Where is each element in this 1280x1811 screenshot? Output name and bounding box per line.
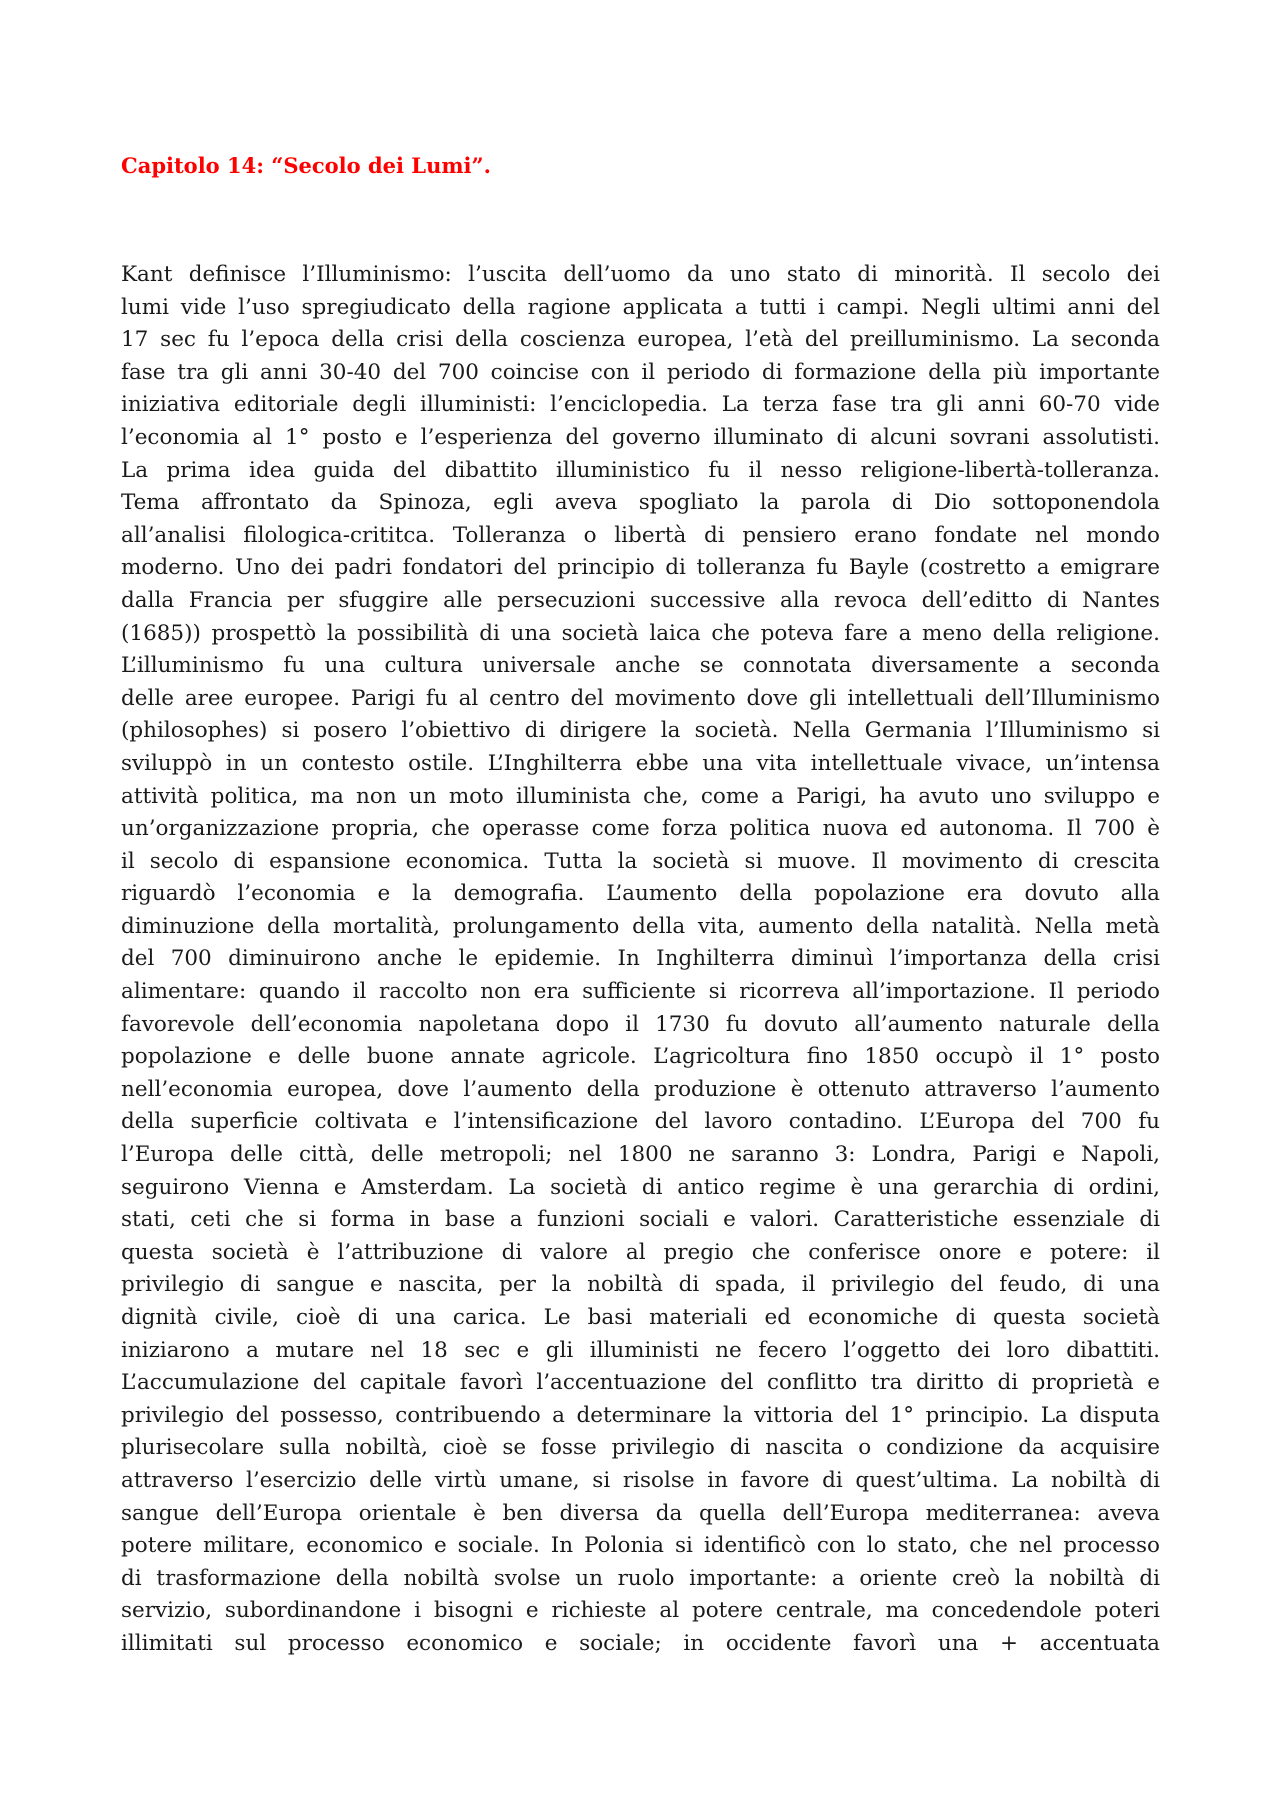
text-line: fase tra gli anni 30-40 del 700 coincise con il periodo di formazione della più importante: [121, 359, 1160, 385]
text-line: (philosophes) si posero l’obiettivo di dirigere la società. Nella Germania l’Illuminismo si: [121, 718, 1160, 744]
text-line: popolazione e delle buone annate agricole. L’agricoltura fino 1850 occupò il 1° posto: [121, 1044, 1160, 1070]
text-line: attività politica, ma non un moto illuminista che, come a Parigi, ha avuto uno sviluppo e: [121, 783, 1160, 809]
text-line: seguirono Vienna e Amsterdam. La società di antico regime è una gerarchia di ordini,: [121, 1174, 1160, 1200]
text-line: plurisecolare sulla nobiltà, cioè se fosse privilegio di nascita o condizione da acquisire: [121, 1435, 1160, 1461]
text-line: privilegio di sangue e nascita, per la nobiltà di spada, il privilegio del feudo, di una: [121, 1272, 1160, 1298]
text-line: potere militare, economico e sociale. In Polonia si identificò con lo stato, che nel processo: [121, 1533, 1160, 1559]
chapter-title: Capitolo 14: “Secolo dei Lumi”.: [121, 153, 491, 178]
text-line: l’Europa delle città, delle metropoli; nel 1800 ne saranno 3: Londra, Parigi e Napoli,: [121, 1142, 1160, 1168]
text-line: L’accumulazione del capitale favorì l’accentuazione del conflitto tra diritto di proprietà e: [121, 1370, 1160, 1396]
text-line: del 700 diminuirono anche le epidemie. In Inghilterra diminuì l’importanza della crisi: [121, 946, 1160, 972]
text-line: riguardò l’economia e la demografia. L’aumento della popolazione era dovuto alla: [121, 881, 1160, 907]
text-line: sangue dell’Europa orientale è ben diversa da quella dell’Europa mediterranea: aveva: [121, 1500, 1160, 1526]
text-line: stati, ceti che si forma in base a funzioni sociali e valori. Caratteristiche essenziale di: [121, 1207, 1160, 1233]
text-line: un’organizzazione propria, che operasse come forza politica nuova ed autonoma. Il 700 è: [121, 816, 1160, 842]
text-line: iniziarono a mutare nel 18 sec e gli illuministi ne fecero l’oggetto dei loro dibattiti.: [121, 1337, 1160, 1363]
text-line: l’economia al 1° posto e l’esperienza del governo illuminato di alcuni sovrani assolutisti.: [121, 424, 1160, 450]
text-line: moderno. Uno dei padri fondatori del principio di tolleranza fu Bayle (costretto a emigrare: [121, 555, 1160, 581]
text-line: favorevole dell’economia napoletana dopo il 1730 fu dovuto all’aumento naturale della: [121, 1011, 1160, 1037]
text-line: dalla Francia per sfuggire alle persecuzioni successive alla revoca dell’editto di Nantes: [121, 587, 1160, 613]
text-line: diminuzione della mortalità, prolungamento della vita, aumento della natalità. Nella metà: [121, 913, 1160, 939]
text-line: La prima idea guida del dibattito illuministico fu il nesso religione-libertà-tolleranza.: [121, 457, 1160, 483]
text-line: il secolo di espansione economica. Tutta la società si muove. Il movimento di crescita: [121, 848, 1160, 874]
text-line: questa società è l’attribuzione di valore al pregio che conferisce onore e potere: il: [121, 1239, 1160, 1265]
text-line: nell’economia europea, dove l’aumento della produzione è ottenuto attraverso l’aumento: [121, 1076, 1160, 1102]
text-line: sviluppò in un contesto ostile. L’Inghilterra ebbe una vita intellettuale vivace, un’intensa: [121, 750, 1160, 776]
text-line: illimitati sul processo economico e sociale; in occidente favorì una + accentuata: [121, 1630, 1160, 1656]
text-line: iniziativa editoriale degli illuministi: l’enciclopedia. La terza fase tra gli anni 60-70 vide: [121, 392, 1160, 418]
text-line: lumi vide l’uso spregiudicato della ragione applicata a tutti i campi. Negli ultimi anni del: [121, 294, 1160, 320]
text-line: privilegio del possesso, contribuendo a determinare la vittoria del 1° principio. La disputa: [121, 1402, 1160, 1428]
text-line: L’illuminismo fu una cultura universale anche se connotata diversamente a seconda: [121, 653, 1160, 679]
text-line: all’analisi filologica-crititca. Tolleranza o libertà di pensiero erano fondate nel mondo: [121, 522, 1160, 548]
text-line: servizio, subordinandone i bisogni e richieste al potere centrale, ma concedendole poteri: [121, 1598, 1160, 1624]
text-line: Kant definisce l’Illuminismo: l’uscita dell’uomo da uno stato di minorità. Il secolo dei: [121, 262, 1160, 287]
text-line: (1685)) prospettò la possibilità di una società laica che poteva fare a meno della religione.: [121, 620, 1160, 646]
text-line: 17 sec fu l’epoca della crisi della coscienza europea, l’età del preilluminismo. La seconda: [121, 327, 1160, 353]
text-line: delle aree europee. Parigi fu al centro del movimento dove gli intellettuali dell’Illuminismo: [121, 685, 1160, 711]
text-line: di trasformazione della nobiltà svolse un ruolo importante: a oriente creò la nobiltà di: [121, 1565, 1160, 1591]
body-paragraph: [121, 259, 1160, 1661]
text-line: dignità civile, cioè di una carica. Le basi materiali ed economiche di questa società: [121, 1305, 1160, 1330]
text-line: attraverso l’esercizio delle virtù umane, si risolse in favore di quest’ultima. La nobiltà di: [121, 1467, 1160, 1493]
text-line: della superficie coltivata e l’intensificazione del lavoro contadino. L’Europa del 700 fu: [121, 1109, 1160, 1135]
text-line: Tema affrontato da Spinoza, egli aveva spogliato la parola di Dio sottoponendola: [121, 490, 1160, 516]
text-line: alimentare: quando il raccolto non era sufficiente si ricorreva all’importazione. Il periodo: [121, 979, 1160, 1005]
